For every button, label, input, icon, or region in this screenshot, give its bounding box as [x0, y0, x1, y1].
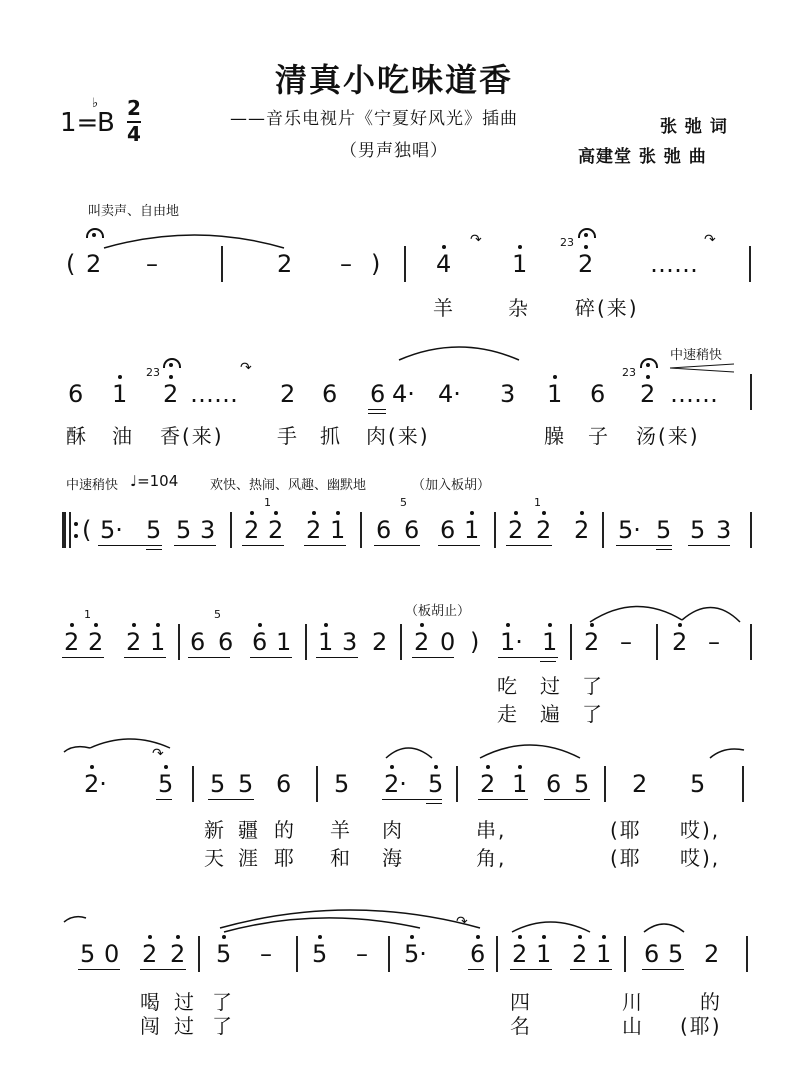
note: 6 [252, 628, 268, 656]
note: 5 [210, 770, 226, 798]
bar-line [624, 936, 626, 972]
note: 1· [500, 628, 523, 656]
note: 2 [572, 940, 588, 968]
lyric: 羊 [433, 296, 455, 320]
octave-dot [318, 935, 322, 939]
bar-line [221, 246, 223, 282]
octave-dot [222, 935, 226, 939]
note: 6 [404, 516, 420, 544]
underline [642, 969, 684, 970]
key-prefix: 1= [60, 108, 99, 138]
octave-dot [506, 623, 510, 627]
note: 2 [632, 770, 648, 798]
octave-dot [442, 245, 446, 249]
octave-dot [94, 623, 98, 627]
grace-note: 23 [622, 366, 636, 379]
note: 2 [584, 628, 600, 656]
note: – [620, 628, 632, 656]
octave-dot [602, 935, 606, 939]
row4-slur [586, 596, 746, 626]
octave-dot [148, 935, 152, 939]
note: 2· [384, 770, 407, 798]
repeat-dot [74, 522, 78, 526]
bar-line [360, 512, 362, 548]
time-top: 2 [127, 96, 141, 120]
note: 2 [672, 628, 688, 656]
repeat-dot [74, 534, 78, 538]
underline [382, 799, 442, 800]
octave-dot [118, 375, 122, 379]
lyric: 过 [174, 990, 196, 1014]
lyric: 肉 [382, 818, 404, 842]
lyric: 过 [174, 1014, 196, 1038]
lyric: 臊 [544, 424, 566, 448]
lyric: (耶 [610, 846, 642, 870]
note: 2 [414, 628, 430, 656]
octave-dot [156, 623, 160, 627]
note: 5 [690, 516, 706, 544]
note: 1 [464, 516, 480, 544]
octave-dot [250, 511, 254, 515]
octave-dot [420, 623, 424, 627]
octave-dot [90, 765, 94, 769]
note: 2 [268, 516, 284, 544]
grace-note: 23 [560, 236, 574, 249]
bpm-marking: ♩=104 [130, 472, 179, 490]
underline [570, 969, 612, 970]
note: 2 [372, 628, 388, 656]
note: 5 [312, 940, 328, 968]
accelerando-mark [668, 362, 738, 374]
note: 2 [277, 250, 293, 278]
note: 1 [547, 380, 563, 408]
intro-annotation: 叫卖声、自由地 [88, 204, 180, 219]
note: …… [650, 250, 698, 278]
note: 2 [163, 380, 179, 408]
underline [156, 799, 172, 800]
note: 5 [80, 940, 96, 968]
lyric: 了 [212, 1014, 234, 1038]
bar-line [604, 766, 606, 802]
bar-line [749, 246, 751, 282]
octave-dot [70, 623, 74, 627]
note: 5 [238, 770, 254, 798]
flat-sign: ♭ [92, 96, 99, 111]
note: 2 [126, 628, 142, 656]
octave-dot [486, 765, 490, 769]
octave-dot [548, 623, 552, 627]
key-note: B [97, 108, 115, 138]
tempo-annotation: 中速稍快 [670, 348, 723, 363]
lyric: 肉(来) [366, 424, 430, 448]
underline [438, 545, 480, 546]
note: 2 [480, 770, 496, 798]
underline [174, 545, 216, 546]
row2-slur [395, 340, 525, 364]
note: 2· [84, 770, 107, 798]
bar-line [656, 624, 658, 660]
underline [506, 545, 552, 546]
octave-dot [274, 511, 278, 515]
octave-dot [590, 623, 594, 627]
bar-line [746, 936, 748, 972]
row6-slurs [60, 898, 760, 938]
note: 5· [100, 516, 123, 544]
lyric: 喝 [140, 990, 162, 1014]
octave-dot [312, 511, 316, 515]
underline [368, 413, 386, 414]
lyric: 疆 [238, 818, 260, 842]
lyric: 哎), [680, 846, 721, 870]
bar-line [400, 624, 402, 660]
note: 4· [392, 380, 415, 408]
note: 6 [370, 380, 386, 408]
underline [468, 969, 484, 970]
octave-dot [176, 935, 180, 939]
lyric: 新 [204, 818, 226, 842]
underline [242, 545, 284, 546]
octave-dot [518, 245, 522, 249]
bar-line [750, 512, 752, 548]
bar-line [404, 246, 406, 282]
octave-dot [336, 511, 340, 515]
underline [426, 803, 442, 804]
lyric: 耶 [274, 846, 296, 870]
note: …… [670, 380, 718, 408]
turn-arrow-icon: ↷ [470, 232, 482, 248]
note: ( [82, 516, 92, 544]
lyric: 过 [540, 674, 562, 698]
underline [316, 657, 358, 658]
bar-line [198, 936, 200, 972]
octave-dot [518, 935, 522, 939]
octave-dot [646, 375, 650, 379]
grace-note: 23 [146, 366, 160, 379]
octave-dot [324, 623, 328, 627]
lyric: 哎), [680, 818, 721, 842]
note: – [708, 628, 720, 656]
note: 6 [470, 940, 486, 968]
lyric: 碎(来) [575, 296, 639, 320]
bar-line [192, 766, 194, 802]
underline [688, 545, 730, 546]
underline [374, 545, 420, 546]
note: 5 [690, 770, 706, 798]
note: 2 [704, 940, 720, 968]
lyric: 汤(来) [636, 424, 700, 448]
bar-line [178, 624, 180, 660]
bar-line [388, 936, 390, 972]
underline [98, 545, 162, 546]
note: 6 [440, 516, 456, 544]
note: …… [190, 380, 238, 408]
note: 6 [276, 770, 292, 798]
underline [78, 969, 120, 970]
lyric: 酥 [66, 424, 88, 448]
octave-dot [553, 375, 557, 379]
underline [140, 969, 186, 970]
note: 1 [596, 940, 612, 968]
underline [510, 969, 552, 970]
underline [146, 549, 162, 550]
note: 2 [244, 516, 260, 544]
lyric: 四 [510, 990, 532, 1014]
lyric: 名 [510, 1014, 532, 1038]
note: ) [470, 628, 480, 656]
lyric: 吃 [497, 674, 519, 698]
bar-line [296, 936, 298, 972]
note: 2 [574, 516, 590, 544]
note: 3 [716, 516, 732, 544]
lyric: (耶 [610, 818, 642, 842]
note: – [146, 250, 158, 278]
lyric: 闯 [140, 1014, 162, 1038]
note: 1 [150, 628, 166, 656]
note: 6 [190, 628, 206, 656]
bar-line [750, 374, 752, 410]
note: 2 [508, 516, 524, 544]
lyric: (耶) [680, 1014, 722, 1038]
bar-line [456, 766, 458, 802]
turn-arrow-icon: ↷ [704, 232, 716, 248]
underline [498, 657, 558, 658]
note: 3 [342, 628, 358, 656]
bar-line [602, 512, 604, 548]
note: 2 [306, 516, 322, 544]
note: 4· [438, 380, 461, 408]
octave-dot [518, 765, 522, 769]
lyric: 海 [382, 846, 404, 870]
lyric: 子 [588, 424, 610, 448]
note: 2 [280, 380, 296, 408]
repeat-bar-line [62, 512, 66, 548]
note: 6 [218, 628, 234, 656]
lyric: 了 [582, 674, 604, 698]
octave-dot [476, 935, 480, 939]
lyric: 羊 [330, 818, 352, 842]
note: 6 [68, 380, 84, 408]
turn-arrow-icon: ↷ [456, 914, 468, 930]
note: 1 [512, 770, 528, 798]
octave-dot [542, 935, 546, 939]
note: 2 [88, 628, 104, 656]
note: – [340, 250, 352, 278]
underline [188, 657, 230, 658]
underline [656, 549, 672, 550]
lyric: 抓 [320, 424, 342, 448]
note: 5 [146, 516, 162, 544]
underline [124, 657, 166, 658]
note: 1 [330, 516, 346, 544]
note: 1 [512, 250, 528, 278]
note: 1 [542, 628, 558, 656]
bar-line [230, 512, 232, 548]
bar-line [750, 624, 752, 660]
note: ) [371, 250, 381, 278]
note: 5· [618, 516, 641, 544]
note: 6 [376, 516, 392, 544]
lyric: 角, [476, 846, 507, 870]
note: 2 [64, 628, 80, 656]
row5-slurs [60, 736, 760, 766]
fermata-icon [163, 358, 181, 368]
bar-line [496, 936, 498, 972]
note: 6 [590, 380, 606, 408]
turn-arrow-icon: ↷ [152, 746, 164, 762]
note: 5 [574, 770, 590, 798]
lyric: 和 [330, 846, 352, 870]
underline [208, 799, 254, 800]
lyric: 手 [277, 424, 299, 448]
note: 5· [404, 940, 427, 968]
note: 6 [322, 380, 338, 408]
banhu-stop-marking: （板胡止） [405, 604, 471, 619]
underline [540, 661, 556, 662]
note: 3 [200, 516, 216, 544]
octave-dot [470, 511, 474, 515]
lyricist-credit: 张 弛 词 [660, 117, 728, 137]
note: 5 [656, 516, 672, 544]
note: 1 [276, 628, 292, 656]
grace-note: 5 [214, 608, 221, 621]
octave-dot [132, 623, 136, 627]
lyric: 川 [622, 990, 644, 1014]
note: ( [66, 250, 76, 278]
note: 5 [158, 770, 174, 798]
grace-note: 1 [84, 608, 91, 621]
time-bottom: 4 [127, 122, 141, 146]
underline [62, 657, 104, 658]
bar-line [305, 624, 307, 660]
note: 5 [428, 770, 444, 798]
repeat-bar-line [69, 512, 71, 548]
note: – [260, 940, 272, 968]
lyric: 遍 [540, 702, 562, 726]
fermata-icon [578, 228, 596, 238]
note: 1 [318, 628, 334, 656]
underline [544, 799, 590, 800]
octave-dot [678, 623, 682, 627]
row1-slur [100, 228, 290, 252]
note: 2 [578, 250, 594, 278]
octave-dot [578, 935, 582, 939]
octave-dot [514, 511, 518, 515]
lyric: 的 [274, 818, 296, 842]
lyric: 油 [112, 424, 134, 448]
note: 1 [536, 940, 552, 968]
note: 2 [640, 380, 656, 408]
octave-dot [584, 245, 588, 249]
banhu-marking: （加入板胡） [412, 478, 491, 493]
voice-type: （男声独唱） [340, 141, 448, 161]
song-title: 清真小吃味道香 [275, 61, 514, 99]
bar-line [570, 624, 572, 660]
octave-dot [164, 765, 168, 769]
lyric: 串, [476, 818, 507, 842]
note: 2 [142, 940, 158, 968]
grace-note: 5 [400, 496, 407, 509]
octave-dot [434, 765, 438, 769]
grace-note: 1 [534, 496, 541, 509]
note: 2 [170, 940, 186, 968]
fermata-icon [640, 358, 658, 368]
note: 5 [216, 940, 232, 968]
note: 0 [440, 628, 456, 656]
grace-note: 1 [264, 496, 271, 509]
note: 5 [668, 940, 684, 968]
note: 5 [176, 516, 192, 544]
octave-dot [169, 375, 173, 379]
octave-dot [410, 935, 414, 939]
note: 5 [334, 770, 350, 798]
note: 3 [500, 380, 516, 408]
lyric: 香(来) [160, 424, 224, 448]
turn-arrow-icon: ↷ [240, 360, 252, 376]
bar-line [316, 766, 318, 802]
note: 0 [104, 940, 120, 968]
style-marking: 欢快、热闹、风趣、幽默地 [210, 478, 367, 493]
lyric: 涯 [238, 846, 260, 870]
note: 6 [644, 940, 660, 968]
lyric: 了 [582, 702, 604, 726]
underline [478, 799, 528, 800]
lyric: 的 [700, 990, 722, 1014]
underline [304, 545, 346, 546]
note: 2 [86, 250, 102, 278]
note: 6 [546, 770, 562, 798]
song-subtitle: ——音乐电视片《宁夏好风光》插曲 [230, 109, 518, 129]
octave-dot [580, 511, 584, 515]
octave-dot [258, 623, 262, 627]
underline [368, 409, 386, 410]
note: 2 [536, 516, 552, 544]
underline [250, 657, 292, 658]
bar-line [494, 512, 496, 548]
note: 1 [112, 380, 128, 408]
lyric: 天 [204, 846, 226, 870]
lyric: 山 [622, 1014, 644, 1038]
lyric: 走 [497, 702, 519, 726]
underline [616, 545, 672, 546]
lyric: 杂 [508, 296, 530, 320]
tempo-annotation: 中速稍快 [66, 478, 119, 493]
lyric: 了 [212, 990, 234, 1014]
note: 4 [436, 250, 452, 278]
note: 2 [512, 940, 528, 968]
composer-credit: 高建堂 张 弛 曲 [578, 147, 707, 167]
octave-dot [542, 511, 546, 515]
octave-dot [390, 765, 394, 769]
bar-line [742, 766, 744, 802]
underline [412, 657, 454, 658]
note: – [356, 940, 368, 968]
